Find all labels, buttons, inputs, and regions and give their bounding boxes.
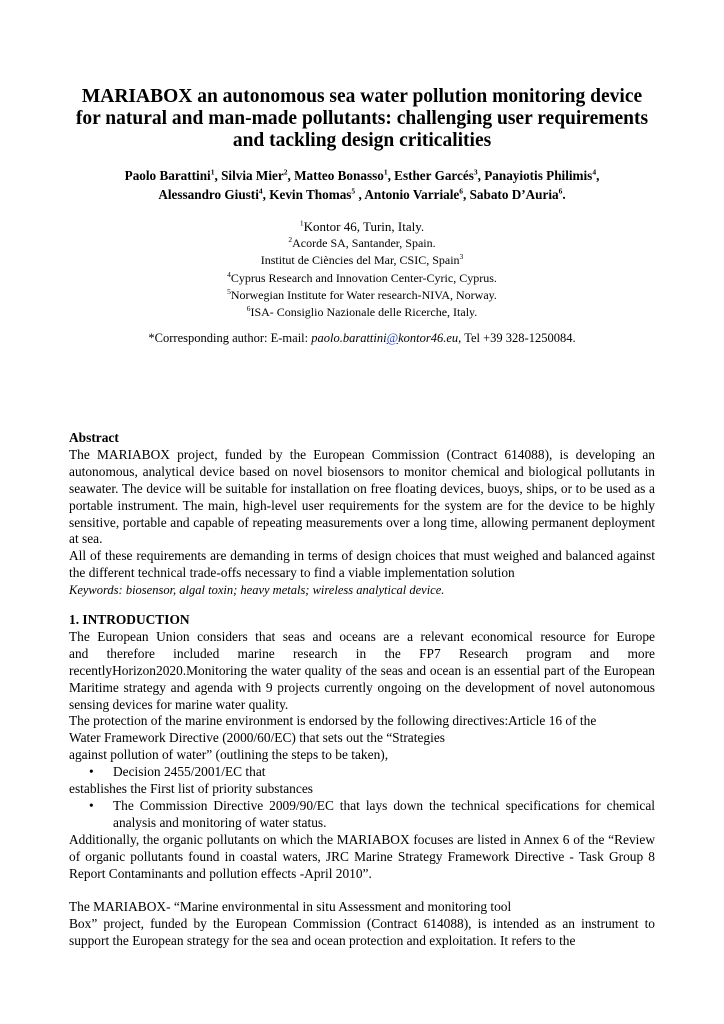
author-separator: , [477,168,485,183]
affiliation-list [40,218,684,321]
author-separator: , [287,168,295,183]
affiliation-text: Kontor 46, Turin, Italy. [303,219,425,234]
author-separator: . [562,187,566,202]
author-separator: , [355,187,365,202]
corresponding-phone: , Tel +39 328-1250084. [458,331,576,345]
corresponding-author [40,330,684,347]
author-name: Kevin Thomas [269,187,352,202]
paragraph-line: Water Framework Directive (2000/60/EC) that sets out the “Strategies [69,730,445,746]
author-affiliation-mark: 1 [383,167,388,177]
affiliation-item [40,304,684,321]
affiliation-text: Cyprus Research and Innovation Center-Cyric, Cyprus. [230,270,497,285]
author-separator: , [214,168,222,183]
introduction-section [69,612,655,950]
affiliation-text: Norwegian Institute for Water research-NIVA, Norway. [230,287,497,302]
paragraph: recentlyHorizon2020.Monitoring the water quality of the seas and ocean is an essential part of the European Maritime strategy and agenda with 9 projects currently ongoing on the development of novel autonomous sensing devices for marine water quality. [69,662,655,712]
author-name: Alessandro Giusti [158,187,259,202]
paragraph-line: and therefore included marine research in the FP7 Research program and more [69,645,655,661]
affiliation-mark: 3 [459,252,464,262]
abstract-heading: Abstract [69,430,119,445]
paper-title [40,86,684,152]
paragraph-line: against pollution of water” (outlining the steps to be taken), [69,747,389,763]
author-name: Panayiotis Philimis [484,168,593,183]
paragraph-spacer [69,883,655,900]
author-affiliation-mark: 5 [351,186,356,196]
author-line-1 [40,166,684,185]
author-name: Paolo Barattini [124,168,211,183]
title-line-1: MARIABOX an autonomous sea water pollution monitoring device [81,86,643,107]
paragraph: Additionally, the organic pollutants on which the MARIABOX focuses are listed in Annex 6 of the “Review of organic pollutants found in coastal waters, JRC Marine Strategy Framework Directive - Task Group 8 Report Contaminants and pollution effects -April 2010”. [69,831,655,881]
author-affiliation-mark: 3 [473,167,478,177]
affiliation-mark: 5 [227,286,231,296]
author-line-2 [40,185,684,204]
affiliation-mark: 4 [227,269,231,279]
affiliation-mark: 6 [246,304,251,314]
author-separator: , [596,168,600,183]
affiliation-text: ISA- Consiglio Nazionale delle Ricerche, Italy. [250,305,478,320]
affiliation-text: Institut de Ciències del Mar, CSIC, Spain [260,253,460,268]
paragraph-line: The protection of the marine environment is endorsed by the following directives:Article 16 of the [69,713,597,729]
email-domain: kontor46.eu [398,331,459,345]
affiliation-item [40,252,684,269]
author-separator: , [462,187,470,202]
author-separator: , [387,168,395,183]
paragraph-line: establishes the First list of priority substances [69,781,313,797]
author-affiliation-mark: 4 [592,167,597,177]
affiliation-text: Acorde SA, Santander, Spain. [292,236,436,251]
corresponding-prefix: *Corresponding author: E-mail: [148,331,312,345]
title-line-2: for natural and man-made pollutants: challenging user requirements [75,108,649,129]
keywords: Keywords: biosensor, algal toxin; heavy metals; wireless analytical device. [69,583,445,598]
author-name: Antonio Varriale [364,187,460,202]
author-name: Matteo Bonasso [294,168,384,183]
bullet-icon: • [89,764,94,780]
abstract-section [69,430,655,599]
abstract-paragraph: The MARIABOX project, funded by the European Commission (Contract 614088), is developing an autonomous, analytical device based on novel biosensors to monitor chemical and biological pollutants in seawater. The device will be suitable for installation on free floating devices, buoys, ships, or to be used as a portable instrument. The main, high-level user requirements for the system are for the device to be highly sensitive, portable and capable of repeating measurements over a long time, allowing permanent deployment at sea. [69,446,655,547]
affiliation-item [40,270,684,287]
affiliation-item [40,218,684,235]
author-list [40,166,684,204]
author-affiliation-mark: 1 [210,167,215,177]
abstract-paragraph: All of these requirements are demanding in terms of design choices that must weighed and balanced against the different technical trade-offs necessary to find a viable implementation solution [69,548,655,581]
author-separator: , [262,187,270,202]
list-item [69,798,655,832]
author-affiliation-mark: 4 [258,186,263,196]
author-name: Sabato D’Auria [469,187,559,202]
section-heading: 1. INTRODUCTION [69,612,190,627]
list-item-text: The Commission Directive 2009/90/EC that lays down the technical specifications for chemical analysis and monitoring of water status. [113,797,655,830]
author-name: Silvia Mier [221,168,284,183]
list-item [69,764,655,781]
title-line-3: and tackling design criticalities [232,130,492,151]
email-link[interactable]: @ [386,331,399,345]
author-affiliation-mark: 2 [283,167,288,177]
author-name: Esther Garcés [394,168,474,183]
paragraph: Box” project, funded by the European Commission (Contract 614088), is intended as an instrument to support the European strategy for the sea and ocean protection and exploitation. It refers to the [69,916,655,949]
author-affiliation-mark: 6 [558,186,563,196]
affiliation-mark: 1 [299,218,304,228]
email-user: paolo.barattini [311,331,387,345]
author-affiliation-mark: 6 [459,186,463,196]
affiliation-item [40,235,684,252]
affiliation-item [40,287,684,304]
bullet-icon: • [89,797,94,813]
list-item-text: Decision 2455/2001/EC that [113,764,266,780]
affiliation-mark: 2 [288,235,293,245]
paragraph-line: The European Union considers that seas and oceans are a relevant economical resource for Europe [69,628,655,644]
paragraph-line: The MARIABOX- “Marine environmental in situ Assessment and monitoring tool [69,899,512,915]
